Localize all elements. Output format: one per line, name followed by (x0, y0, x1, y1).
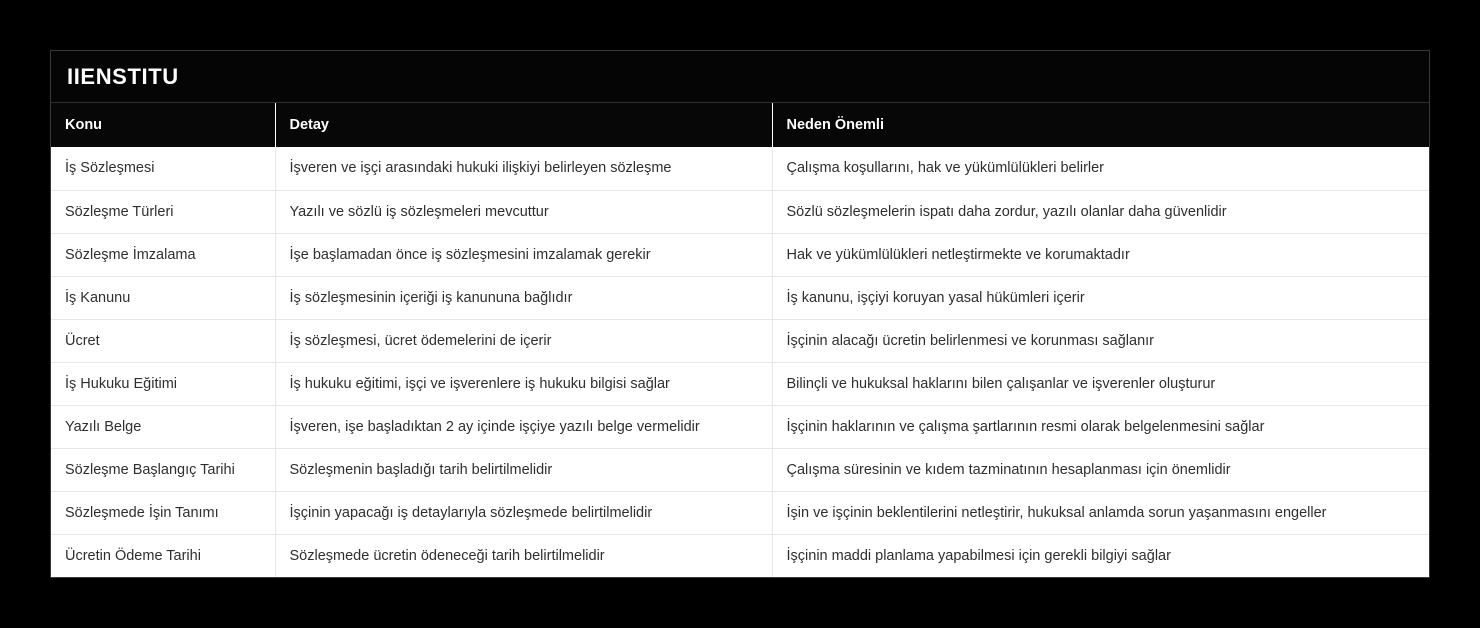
column-header-konu[interactable]: Konu (51, 103, 275, 147)
table-row (51, 448, 1429, 491)
cell-detay: İş sözleşmesi, ücret ödemelerini de içerir (275, 319, 772, 362)
info-table-card (50, 50, 1430, 578)
table-body (51, 147, 1429, 577)
cell-konu: Ücretin Ödeme Tarihi (51, 534, 275, 577)
column-header-detay[interactable]: Detay (275, 103, 772, 147)
cell-neden: İşçinin maddi planlama yapabilmesi için gerekli bilgiyi sağlar (772, 534, 1429, 577)
cell-konu: Yazılı Belge (51, 405, 275, 448)
table-row (51, 147, 1429, 190)
cell-konu: Sözleşme Başlangıç Tarihi (51, 448, 275, 491)
cell-neden: İşin ve işçinin beklentilerini netleştirir, hukuksal anlamda sorun yaşanmasını engeller (772, 491, 1429, 534)
cell-detay: İşçinin yapacağı iş detaylarıyla sözleşmede belirtilmelidir (275, 491, 772, 534)
cell-konu: İş Hukuku Eğitimi (51, 362, 275, 405)
cell-detay: Sözleşmenin başladığı tarih belirtilmelidir (275, 448, 772, 491)
table-row (51, 319, 1429, 362)
cell-konu: İş Sözleşmesi (51, 147, 275, 190)
table-row (51, 405, 1429, 448)
employment-contract-table (51, 103, 1429, 578)
table-header (51, 103, 1429, 147)
cell-detay: İş hukuku eğitimi, işçi ve işverenlere iş hukuku bilgisi sağlar (275, 362, 772, 405)
cell-konu: Sözleşmede İşin Tanımı (51, 491, 275, 534)
table-header-row (51, 103, 1429, 147)
cell-detay: Sözleşmede ücretin ödeneceği tarih belirtilmelidir (275, 534, 772, 577)
cell-neden: İş kanunu, işçiyi koruyan yasal hükümleri içerir (772, 276, 1429, 319)
cell-neden: Çalışma koşullarını, hak ve yükümlülükleri belirler (772, 147, 1429, 190)
cell-neden: İşçinin haklarının ve çalışma şartlarının resmi olarak belgelenmesini sağlar (772, 405, 1429, 448)
brand-bar (51, 51, 1429, 103)
cell-neden: Sözlü sözleşmelerin ispatı daha zordur, yazılı olanlar daha güvenlidir (772, 190, 1429, 233)
table-row (51, 276, 1429, 319)
cell-konu: İş Kanunu (51, 276, 275, 319)
cell-detay: Yazılı ve sözlü iş sözleşmeleri mevcuttur (275, 190, 772, 233)
cell-neden: Çalışma süresinin ve kıdem tazminatının hesaplanması için önemlidir (772, 448, 1429, 491)
table-row (51, 233, 1429, 276)
table-row (51, 362, 1429, 405)
table-row (51, 534, 1429, 577)
brand-logo: IIENSTITU (67, 63, 179, 89)
cell-detay: İşe başlamadan önce iş sözleşmesini imzalamak gerekir (275, 233, 772, 276)
cell-konu: Ücret (51, 319, 275, 362)
cell-detay: İşveren ve işçi arasındaki hukuki ilişkiyi belirleyen sözleşme (275, 147, 772, 190)
cell-neden: Hak ve yükümlülükleri netleştirmekte ve korumaktadır (772, 233, 1429, 276)
cell-detay: İşveren, işe başladıktan 2 ay içinde işçiye yazılı belge vermelidir (275, 405, 772, 448)
column-header-neden[interactable]: Neden Önemli (786, 117, 884, 133)
table-row (51, 491, 1429, 534)
cell-neden: İşçinin alacağı ücretin belirlenmesi ve korunması sağlanır (772, 319, 1429, 362)
cell-konu: Sözleşme İmzalama (51, 233, 275, 276)
cell-detay: İş sözleşmesinin içeriği iş kanununa bağlıdır (275, 276, 772, 319)
table-row (51, 190, 1429, 233)
cell-neden: Bilinçli ve hukuksal haklarını bilen çalışanlar ve işverenler oluşturur (772, 362, 1429, 405)
cell-konu: Sözleşme Türleri (51, 190, 275, 233)
